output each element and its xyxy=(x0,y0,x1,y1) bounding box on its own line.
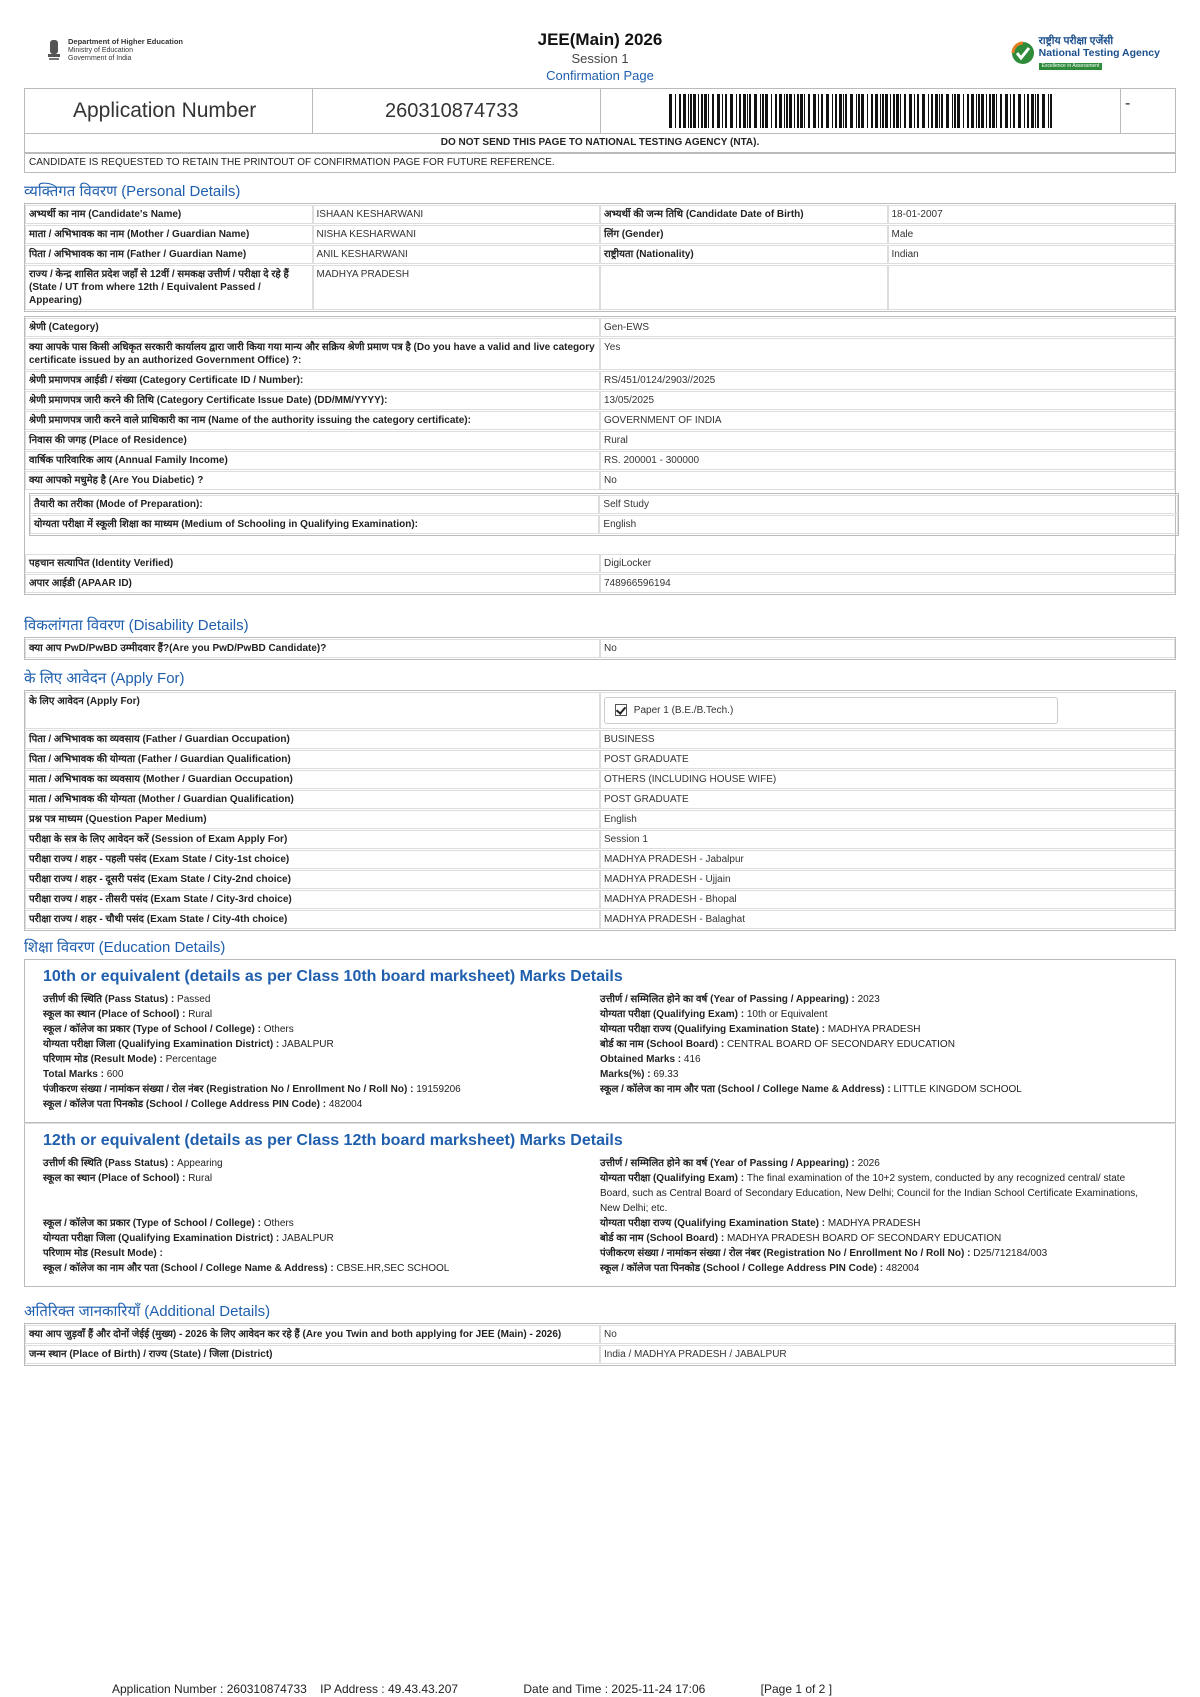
table-row xyxy=(25,318,1175,337)
table-row xyxy=(25,245,1175,264)
detail-key: उत्तीर्ण की स्थिति (Pass Status) : xyxy=(43,994,175,1005)
row-key: पहचान सत्यापित (Identity Verified) xyxy=(25,554,600,573)
row-key: क्या आप जुड़वाँ हैं और दोनों जेईई (मुख्य) - 2026 के लिए आवेदन कर रहे हैं (Are you Twin and both applying for JEE (Main) - 2026) xyxy=(25,1325,600,1344)
row-value: No xyxy=(600,471,1175,490)
section-additional-heading xyxy=(24,1303,1176,1321)
row-key: अपार आईडी (APAAR ID) xyxy=(25,574,600,593)
detail-value: CBSE.HR,SEC SCHOOL xyxy=(336,1263,450,1274)
page-header xyxy=(24,0,1176,88)
row-key xyxy=(600,265,888,310)
detail-line xyxy=(600,1007,1157,1022)
table-row xyxy=(25,411,1175,430)
twelfth-details xyxy=(24,1123,1176,1287)
detail-value: MADHYA PRADESH xyxy=(827,1218,921,1229)
row-key: परीक्षा राज्य / शहर - पहली पसंद (Exam State / City-1st choice) xyxy=(25,850,600,869)
heading-hindi: के लिए आवेदन xyxy=(24,670,107,687)
application-number-bar xyxy=(24,88,1176,134)
row-value: Session 1 xyxy=(600,830,1175,849)
detail-key: पंजीकरण संख्या / नामांकन संख्या / रोल नंबर (Registration No / Enrollment No / Roll No) : xyxy=(43,1084,414,1095)
detail-line xyxy=(43,1007,600,1022)
confirmation-page xyxy=(24,0,1176,1366)
section-apply-heading xyxy=(24,670,1176,688)
footer-datetime: Date and Time : 2025-11-24 17:06 xyxy=(523,1682,706,1696)
detail-key: स्कूल / कॉलेज का नाम और पता (School / College Name & Address) : xyxy=(600,1084,891,1095)
row-key: निवास की जगह (Place of Residence) xyxy=(25,431,600,450)
table-row xyxy=(25,554,1175,573)
detail-key: बोर्ड का नाम (School Board) : xyxy=(600,1039,725,1050)
personal-table-2 xyxy=(24,316,1176,595)
row-key: पिता / अभिभावक की योग्यता (Father / Guardian Qualification) xyxy=(25,750,600,769)
disability-table xyxy=(24,637,1176,660)
application-extra: - xyxy=(1125,95,1131,112)
detail-line xyxy=(43,1097,600,1112)
heading-english: (Personal Details) xyxy=(121,183,241,200)
row-key: माता / अभिभावक का व्यवसाय (Mother / Guardian Occupation) xyxy=(25,770,600,789)
detail-key: स्कूल / कॉलेज पता पिनकोड (School / College Address PIN Code) : xyxy=(43,1099,327,1110)
detail-line xyxy=(43,1246,600,1261)
detail-key: स्कूल / कॉलेज का प्रकार (Type of School / College) : xyxy=(43,1024,261,1035)
detail-key: Marks(%) : xyxy=(600,1069,651,1080)
personal-table-1 xyxy=(24,203,1176,312)
heading-hindi: व्यक्तिगत विवरण xyxy=(24,183,118,200)
row-value: GOVERNMENT OF INDIA xyxy=(600,411,1175,430)
table-row xyxy=(25,810,1175,829)
row-key: पिता / अभिभावक का नाम (Father / Guardian Name) xyxy=(25,245,313,264)
detail-line xyxy=(43,1156,600,1171)
detail-value: D25/712184/003 xyxy=(973,1248,1048,1259)
row-value: No xyxy=(600,1325,1175,1344)
moe-line1: Department of Higher Education xyxy=(68,37,184,46)
row-value: BUSINESS xyxy=(600,730,1175,749)
row-value: MADHYA PRADESH xyxy=(313,265,601,310)
detail-line xyxy=(43,1022,600,1037)
row-key: परीक्षा राज्य / शहर - दूसरी पसंद (Exam State / City-2nd choice) xyxy=(25,870,600,889)
tenth-details xyxy=(24,959,1176,1123)
twelfth-left-column xyxy=(43,1156,600,1276)
row-key: जन्म स्थान (Place of Birth) / राज्य (State) / जिला (District) xyxy=(25,1345,600,1364)
row-key: श्रेणी प्रमाणपत्र जारी करने वाले प्राधिकारी का नाम (Name of the authority issuing the category certificate): xyxy=(25,411,600,430)
row-value: 13/05/2025 xyxy=(600,391,1175,410)
nta-tagline: Excellence in Assessment xyxy=(1039,63,1103,70)
heading-english: (Education Details) xyxy=(98,939,226,956)
tenth-title: 10th or equivalent (details as per Class 10th board marksheet) Marks Details xyxy=(43,968,623,985)
title-block xyxy=(24,30,1176,85)
row-key: वार्षिक पारिवारिक आय (Annual Family Income) xyxy=(25,451,600,470)
row-value xyxy=(888,265,1176,310)
row-value: 18-01-2007 xyxy=(888,205,1176,224)
table-row xyxy=(30,515,1178,534)
row-value: Indian xyxy=(888,245,1176,264)
detail-line xyxy=(43,1216,600,1231)
detail-key: योग्यता परीक्षा जिला (Qualifying Examination District) : xyxy=(43,1233,280,1244)
detail-key: योग्यता परीक्षा राज्य (Qualifying Examination State) : xyxy=(600,1024,826,1035)
detail-key: स्कूल / कॉलेज का नाम और पता (School / College Name & Address) : xyxy=(43,1263,334,1274)
row-key: परीक्षा के सत्र के लिए आवेदन करें (Session of Exam Apply For) xyxy=(25,830,600,849)
table-row xyxy=(30,495,1178,514)
table-row xyxy=(25,265,1175,310)
heading-hindi: शिक्षा विवरण xyxy=(24,939,95,956)
footer-page: [Page 1 of 2 ] xyxy=(760,1682,833,1696)
table-row xyxy=(25,205,1175,224)
row-value: MADHYA PRADESH - Bhopal xyxy=(600,890,1175,909)
heading-english: (Additional Details) xyxy=(144,1303,271,1320)
moe-line3: Government of India xyxy=(68,55,132,62)
detail-line xyxy=(600,1022,1157,1037)
row-key: राज्य / केन्द्र शासित प्रदेश जहाँ से 12वीं / समकक्ष उत्तीर्ण / परीक्षा दे रहे हैं (State / UT from where 12th / Equivalent Passed / Appearing) xyxy=(25,265,313,310)
detail-key: पंजीकरण संख्या / नामांकन संख्या / रोल नंबर (Registration No / Enrollment No / Roll No) : xyxy=(600,1248,971,1259)
row-key: श्रेणी (Category) xyxy=(25,318,600,337)
detail-line xyxy=(43,1201,600,1216)
row-key: माता / अभिभावक का नाम (Mother / Guardian Name) xyxy=(25,225,313,244)
row-key: तैयारी का तरीका (Mode of Preparation): xyxy=(30,495,599,514)
detail-value: Passed xyxy=(177,994,211,1005)
barcode xyxy=(601,89,1121,133)
detail-key: स्कूल का स्थान (Place of School) : xyxy=(43,1173,186,1184)
detail-value: 10th or Equivalent xyxy=(746,1009,828,1020)
row-value: OTHERS (INCLUDING HOUSE WIFE) xyxy=(600,770,1175,789)
row-value: Gen-EWS xyxy=(600,318,1175,337)
detail-value: Percentage xyxy=(165,1054,217,1065)
row-value: English xyxy=(600,810,1175,829)
paper-label: Paper 1 (B.E./B.Tech.) xyxy=(633,705,734,716)
table-row xyxy=(25,338,1175,370)
detail-value: JABALPUR xyxy=(282,1039,334,1050)
table-row xyxy=(25,225,1175,244)
table-row xyxy=(25,391,1175,410)
row-value: POST GRADUATE xyxy=(600,750,1175,769)
detail-line xyxy=(43,1082,600,1097)
detail-line xyxy=(600,1067,1157,1082)
tenth-left-column xyxy=(43,992,600,1112)
heading-english: (Disability Details) xyxy=(128,617,249,634)
row-key: क्या आपको मधुमेह है (Are You Diabetic) ? xyxy=(25,471,600,490)
table-row xyxy=(25,371,1175,390)
detail-line xyxy=(43,1067,600,1082)
footer-ip: IP Address : 49.43.43.207 xyxy=(320,1682,459,1696)
table-row xyxy=(25,910,1175,929)
retain-notice: CANDIDATE IS REQUESTED TO RETAIN THE PRINTOUT OF CONFIRMATION PAGE FOR FUTURE REFERENCE. xyxy=(24,153,1176,173)
detail-line xyxy=(43,1052,600,1067)
detail-line xyxy=(600,1082,1157,1097)
detail-value: 600 xyxy=(106,1069,124,1080)
detail-key: उत्तीर्ण / सम्मिलित होने का वर्ष (Year of Passing / Appearing) : xyxy=(600,1158,855,1169)
detail-value: 482004 xyxy=(328,1099,363,1110)
table-row xyxy=(25,471,1175,490)
nta-english: National Testing Agency xyxy=(1038,47,1160,59)
row-value: DigiLocker xyxy=(600,554,1175,573)
row-key: अभ्यर्थी का नाम (Candidate's Name) xyxy=(25,205,313,224)
detail-line xyxy=(600,1171,1157,1216)
detail-value: Others xyxy=(263,1218,294,1229)
row-value: Yes xyxy=(600,338,1175,370)
detail-line xyxy=(600,1231,1157,1246)
table-row xyxy=(25,730,1175,749)
row-value: MADHYA PRADESH - Ujjain xyxy=(600,870,1175,889)
row-key: परीक्षा राज्य / शहर - चौथी पसंद (Exam State / City-4th choice) xyxy=(25,910,600,929)
detail-line xyxy=(43,992,600,1007)
detail-key: Total Marks : xyxy=(43,1069,104,1080)
table-row xyxy=(25,431,1175,450)
table-row xyxy=(25,770,1175,789)
preparation-table xyxy=(29,493,1179,536)
row-value: Male xyxy=(888,225,1176,244)
nta-hindi: राष्ट्रीय परीक्षा एजेंसी xyxy=(1038,35,1114,47)
detail-key: Obtained Marks : xyxy=(600,1054,682,1065)
detail-value: 2023 xyxy=(857,994,880,1005)
detail-key: उत्तीर्ण की स्थिति (Pass Status) : xyxy=(43,1158,175,1169)
twelfth-right-column xyxy=(600,1156,1157,1276)
detail-key: स्कूल का स्थान (Place of School) : xyxy=(43,1009,186,1020)
page-footer xyxy=(112,1682,842,1696)
table-row xyxy=(25,692,1175,729)
apply-table xyxy=(24,690,1176,931)
barcode-icon xyxy=(661,92,1061,130)
table-row xyxy=(25,870,1175,889)
row-value: NISHA KESHARWANI xyxy=(313,225,601,244)
nta-logo xyxy=(1011,35,1160,71)
detail-value: 482004 xyxy=(885,1263,920,1274)
detail-value: 69.33 xyxy=(653,1069,679,1080)
table-row xyxy=(25,1345,1175,1364)
detail-line xyxy=(600,1156,1157,1171)
row-key: राष्ट्रीयता (Nationality) xyxy=(600,245,888,264)
detail-line xyxy=(600,992,1157,1007)
application-number-label: Application Number xyxy=(25,89,313,133)
footer-app-number: Application Number : 260310874733 xyxy=(112,1682,307,1696)
detail-line xyxy=(600,1246,1157,1261)
table-row xyxy=(25,750,1175,769)
row-value: ANIL KESHARWANI xyxy=(313,245,601,264)
nta-check-icon xyxy=(1011,41,1035,65)
row-key: माता / अभिभावक की योग्यता (Mother / Guardian Qualification) xyxy=(25,790,600,809)
row-key: योग्यता परीक्षा में स्कूली शिक्षा का माध्यम (Medium of Schooling in Qualifying Examination): xyxy=(30,515,599,534)
row-value: RS. 200001 - 300000 xyxy=(600,451,1175,470)
detail-key: स्कूल / कॉलेज पता पिनकोड (School / College Address PIN Code) : xyxy=(600,1263,884,1274)
detail-value: LITTLE KINGDOM SCHOOL xyxy=(893,1084,1022,1095)
detail-key: योग्यता परीक्षा (Qualifying Exam) : xyxy=(600,1009,745,1020)
detail-value: 2026 xyxy=(857,1158,880,1169)
table-row xyxy=(25,639,1175,658)
exam-title: JEE(Main) 2026 xyxy=(537,30,663,49)
detail-key: योग्यता परीक्षा जिला (Qualifying Examination District) : xyxy=(43,1039,280,1050)
detail-value: Appearing xyxy=(177,1158,223,1169)
row-key: पिता / अभिभावक का व्यवसाय (Father / Guardian Occupation) xyxy=(25,730,600,749)
detail-key: बोर्ड का नाम (School Board) : xyxy=(600,1233,725,1244)
detail-value: Rural xyxy=(188,1173,213,1184)
section-personal-heading xyxy=(24,183,1176,201)
row-key: अभ्यर्थी की जन्म तिथि (Candidate Date of Birth) xyxy=(600,205,888,224)
table-row xyxy=(25,451,1175,470)
detail-value: MADHYA PRADESH xyxy=(827,1024,921,1035)
row-key: परीक्षा राज्य / शहर - तीसरी पसंद (Exam State / City-3rd choice) xyxy=(25,890,600,909)
do-not-send-notice: DO NOT SEND THIS PAGE TO NATIONAL TESTING AGENCY (NTA). xyxy=(24,134,1176,153)
detail-line xyxy=(43,1171,600,1186)
detail-line xyxy=(600,1216,1157,1231)
row-key: प्रश्न पत्र माध्यम (Question Paper Medium) xyxy=(25,810,600,829)
session-label: Session 1 xyxy=(571,51,629,66)
section-education-heading xyxy=(24,939,1176,957)
row-key: श्रेणी प्रमाणपत्र जारी करने की तिथि (Category Certificate Issue Date) (DD/MM/YYYY): xyxy=(25,391,600,410)
detail-line xyxy=(43,1037,600,1052)
detail-line xyxy=(600,1052,1157,1067)
additional-table xyxy=(24,1323,1176,1366)
table-row xyxy=(25,890,1175,909)
row-value: POST GRADUATE xyxy=(600,790,1175,809)
table-row xyxy=(25,830,1175,849)
row-value: RS/451/0124/2903//2025 xyxy=(600,371,1175,390)
detail-value: CENTRAL BOARD OF SECONDARY EDUCATION xyxy=(726,1039,955,1050)
row-value: ISHAAN KESHARWANI xyxy=(313,205,601,224)
row-value: MADHYA PRADESH - Balaghat xyxy=(600,910,1175,929)
row-value: No xyxy=(600,639,1175,658)
detail-line xyxy=(43,1186,600,1201)
detail-key: उत्तीर्ण / सम्मिलित होने का वर्ष (Year of Passing / Appearing) : xyxy=(600,994,855,1005)
heading-english: (Apply For) xyxy=(110,670,185,687)
detail-key: परिणाम मोड (Result Mode) : xyxy=(43,1248,163,1259)
page-subtitle: Confirmation Page xyxy=(546,68,654,83)
detail-key: स्कूल / कॉलेज का प्रकार (Type of School / College) : xyxy=(43,1218,261,1229)
detail-key: योग्यता परीक्षा (Qualifying Exam) : xyxy=(600,1173,745,1184)
table-row xyxy=(25,574,1175,593)
heading-hindi: विकलांगता विवरण xyxy=(24,617,125,634)
application-number-value: 260310874733 xyxy=(313,89,601,133)
row-key: श्रेणी प्रमाणपत्र आईडी / संख्या (Category Certificate ID / Number): xyxy=(25,371,600,390)
row-key: क्या आप PwD/PwBD उम्मीदवार हैं?(Are you PwD/PwBD Candidate)? xyxy=(25,639,600,658)
detail-value: Rural xyxy=(188,1009,213,1020)
tenth-right-column xyxy=(600,992,1157,1112)
detail-line xyxy=(600,1037,1157,1052)
detail-value: Others xyxy=(263,1024,294,1035)
row-key: क्या आपके पास किसी अधिकृत सरकारी कार्यालय द्वारा जारी किया गया मान्य और सक्रिय श्रेणी प्रमाण पत्र है (Do you have a valid and live category certificate issued by an authorized Government Office) ?: xyxy=(25,338,600,370)
row-value: India / MADHYA PRADESH / JABALPUR xyxy=(600,1345,1175,1364)
section-disability-heading xyxy=(24,617,1176,635)
table-row xyxy=(25,850,1175,869)
row-value: Self Study xyxy=(599,495,1178,514)
detail-line xyxy=(600,1261,1157,1276)
detail-line xyxy=(43,1261,600,1276)
moe-line2: Ministry of Education xyxy=(68,47,133,54)
row-value: MADHYA PRADESH - Jabalpur xyxy=(600,850,1175,869)
twelfth-title: 12th or equivalent (details as per Class 12th board marksheet) Marks Details xyxy=(43,1132,623,1149)
row-key: लिंग (Gender) xyxy=(600,225,888,244)
detail-value: 416 xyxy=(683,1054,701,1065)
detail-key: परिणाम मोड (Result Mode) : xyxy=(43,1054,163,1065)
heading-hindi: अतिरिक्त जानकारियाँ xyxy=(24,1303,141,1320)
row-value: English xyxy=(599,515,1178,534)
checkbox-checked-icon[interactable] xyxy=(615,704,627,716)
apply-for-label: के लिए आवेदन (Apply For) xyxy=(25,692,600,729)
table-row xyxy=(25,790,1175,809)
detail-line xyxy=(43,1231,600,1246)
row-value: Rural xyxy=(600,431,1175,450)
detail-value: JABALPUR xyxy=(282,1233,334,1244)
row-value: 748966596194 xyxy=(600,574,1175,593)
table-row xyxy=(25,1325,1175,1344)
detail-value: The final examination of the 10+2 system, conducted by any recognized central/ state Board, such as Central Board of Secondary Education, New Delhi; Council for the Indian School Certificate Examinations, New Delhi; etc. xyxy=(600,1173,1139,1214)
detail-value: 19159206 xyxy=(416,1084,461,1095)
inner-row xyxy=(25,491,1175,538)
detail-value: MADHYA PRADESH BOARD OF SECONDARY EDUCATION xyxy=(726,1233,1002,1244)
paper-option[interactable] xyxy=(604,697,1058,724)
detail-key: योग्यता परीक्षा राज्य (Qualifying Examination State) : xyxy=(600,1218,826,1229)
